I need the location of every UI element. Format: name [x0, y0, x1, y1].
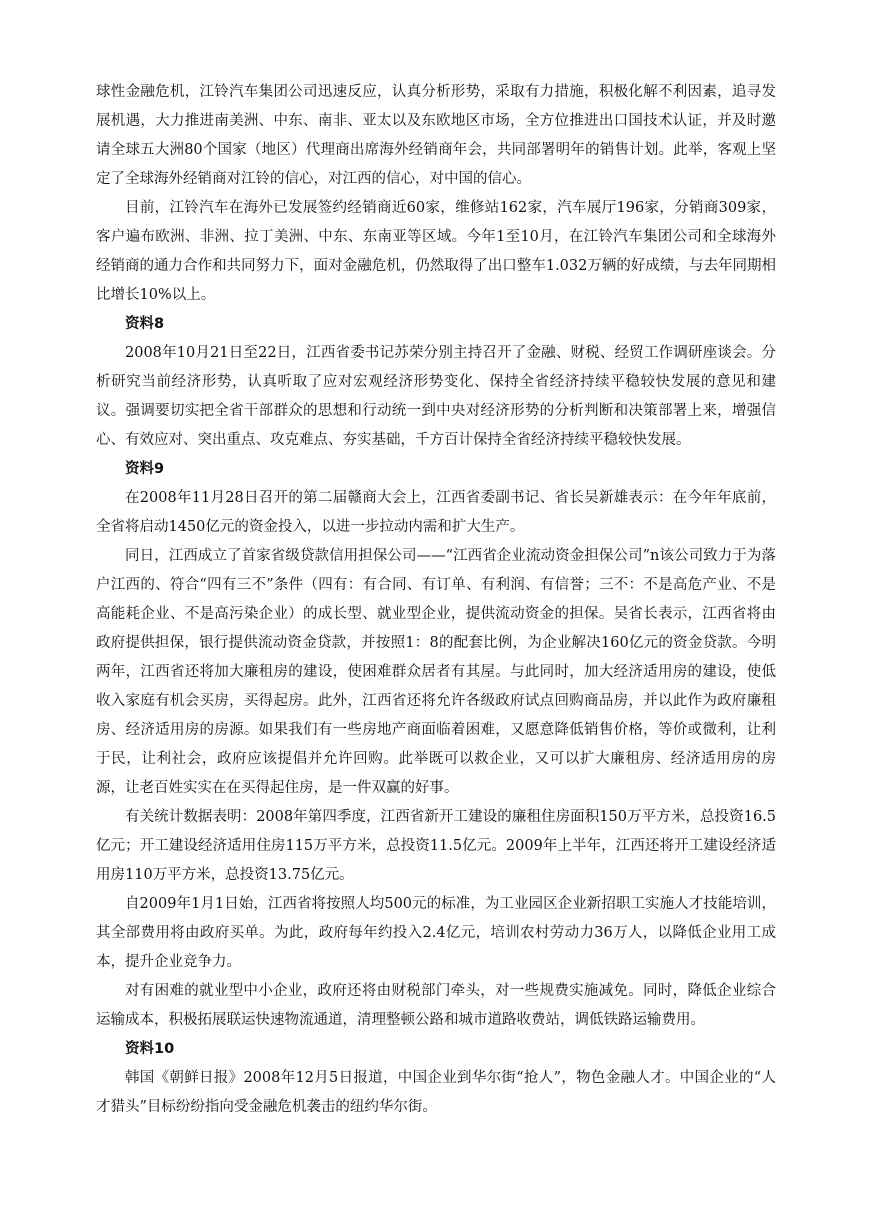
paragraph: 目前，江铃汽车在海外已发展签约经销商近60家，维修站162家，汽车展厅196家，分销商309家，客户遍布欧洲、非洲、拉丁美洲、中东、东南亚等区域。今年1至10月，在江铃汽车集团公司和全球海外经销商的通力合作和共同努力下，面对金融危机，仍然取得了出口整车1.032万辆的好成绩，与去年同期相比增长10%以上。 — [96, 200, 776, 303]
paragraph: 2008年10月21日至22日，江西省委书记苏荣分别主持召开了金融、财税、经贸工作调研座谈会。分析研究当前经济形势，认真听取了应对宏观经济形势变化、保持全省经济持续平稳较快发展的意见和建议。强调要切实把全省干部群众的思想和行动统一到中央对经济形势的分析判断和决策部署上来，增强信心、有效应对、突出重点、攻克难点、夯实基础，千方百计保持全省经济持续平稳较快发展。 — [96, 345, 776, 448]
section-heading: 资料8 — [125, 316, 165, 332]
paragraph: 在2008年11月28日召开的第二届赣商大会上，江西省委副书记、省长吴新雄表示：在今年年底前，全省将启动1450亿元的资金投入，以进一步拉动内需和扩大生产。 — [96, 490, 776, 535]
paragraph: 韩国《朝鲜日报》2008年12月5日报道，中国企业到华尔街“抢人”，物色金融人才。中国企业的“人才猎头”目标纷纷指向受金融危机袭击的纽约华尔街。 — [96, 1070, 776, 1115]
paragraph: 同日，江西成立了首家省级贷款信用担保公司——“江西省企业流动资金担保公司”n该公司致力于为落户江西的、符合“四有三不”条件（四有：有合同、有订单、有利润、有信誉；三不：不是高危产业、不是高能耗企业、不是高污染企业）的成长型、就业型企业，提供流动资金的担保。吴省长表示，江西省将由政府提供担保，银行提供流动资金贷款，并按照1：8的配套比例，为企业解决160亿元的资金贷款。今明两年，江西省还将加大廉租房的建设，使困难群众居者有其屋。与此同时，加大经济适用房的建设，使低收入家庭有机会买房，买得起房。此外，江西省还将允许各级政府试点回购商品房，并以此作为政府廉租房、经济适用房的房源。如果我们有一些房地产商面临着困难，又愿意降低销售价格，等价或微利，让利于民，让利社会，政府应该提倡并允许回购。此举既可以救企业，又可以扩大廉租房、经济适用房的房源，让老百姓实实在在买得起住房，是一件双赢的好事。 — [96, 548, 776, 796]
paragraph: 自2009年1月1日始，江西省将按照人均500元的标准，为工业园区企业新招职工实施人才技能培训，其全部费用将由政府买单。为此，政府每年约投入2.4亿元，培训农村劳动力36万人，以降低企业用工成本，提升企业竞争力。 — [96, 896, 776, 970]
section-heading: 资料10 — [125, 1041, 175, 1057]
paragraph: 球性金融危机，江铃汽车集团公司迅速反应，认真分析形势，采取有力措施，积极化解不利因素，追寻发展机遇，大力推进南美洲、中东、南非、亚太以及东欧地区市场，全方位推进出口国技术认证，并及时邀请全球五大洲80个国家（地区）代理商出席海外经销商年会，共同部署明年的销售计划。此举，客观上坚定了全球海外经销商对江铃的信心，对江西的信心，对中国的信心。 — [96, 84, 776, 187]
paragraph: 有关统计数据表明：2008年第四季度，江西省新开工建设的廉租住房面积150万平方米，总投资16.5亿元；开工建设经济适用住房115万平方米，总投资11.5亿元。2009年上半年，江西还将开工建设经济适用房110万平方米，总投资13.75亿元。 — [96, 809, 776, 883]
document-page — [96, 78, 776, 1122]
section-heading: 资料9 — [125, 461, 165, 477]
paragraph: 对有困难的就业型中小企业，政府还将由财税部门牵头，对一些规费实施减免。同时，降低企业综合运输成本，积极拓展联运快速物流通道，清理整顿公路和城市道路收费站，调低铁路运输费用。 — [96, 983, 776, 1028]
